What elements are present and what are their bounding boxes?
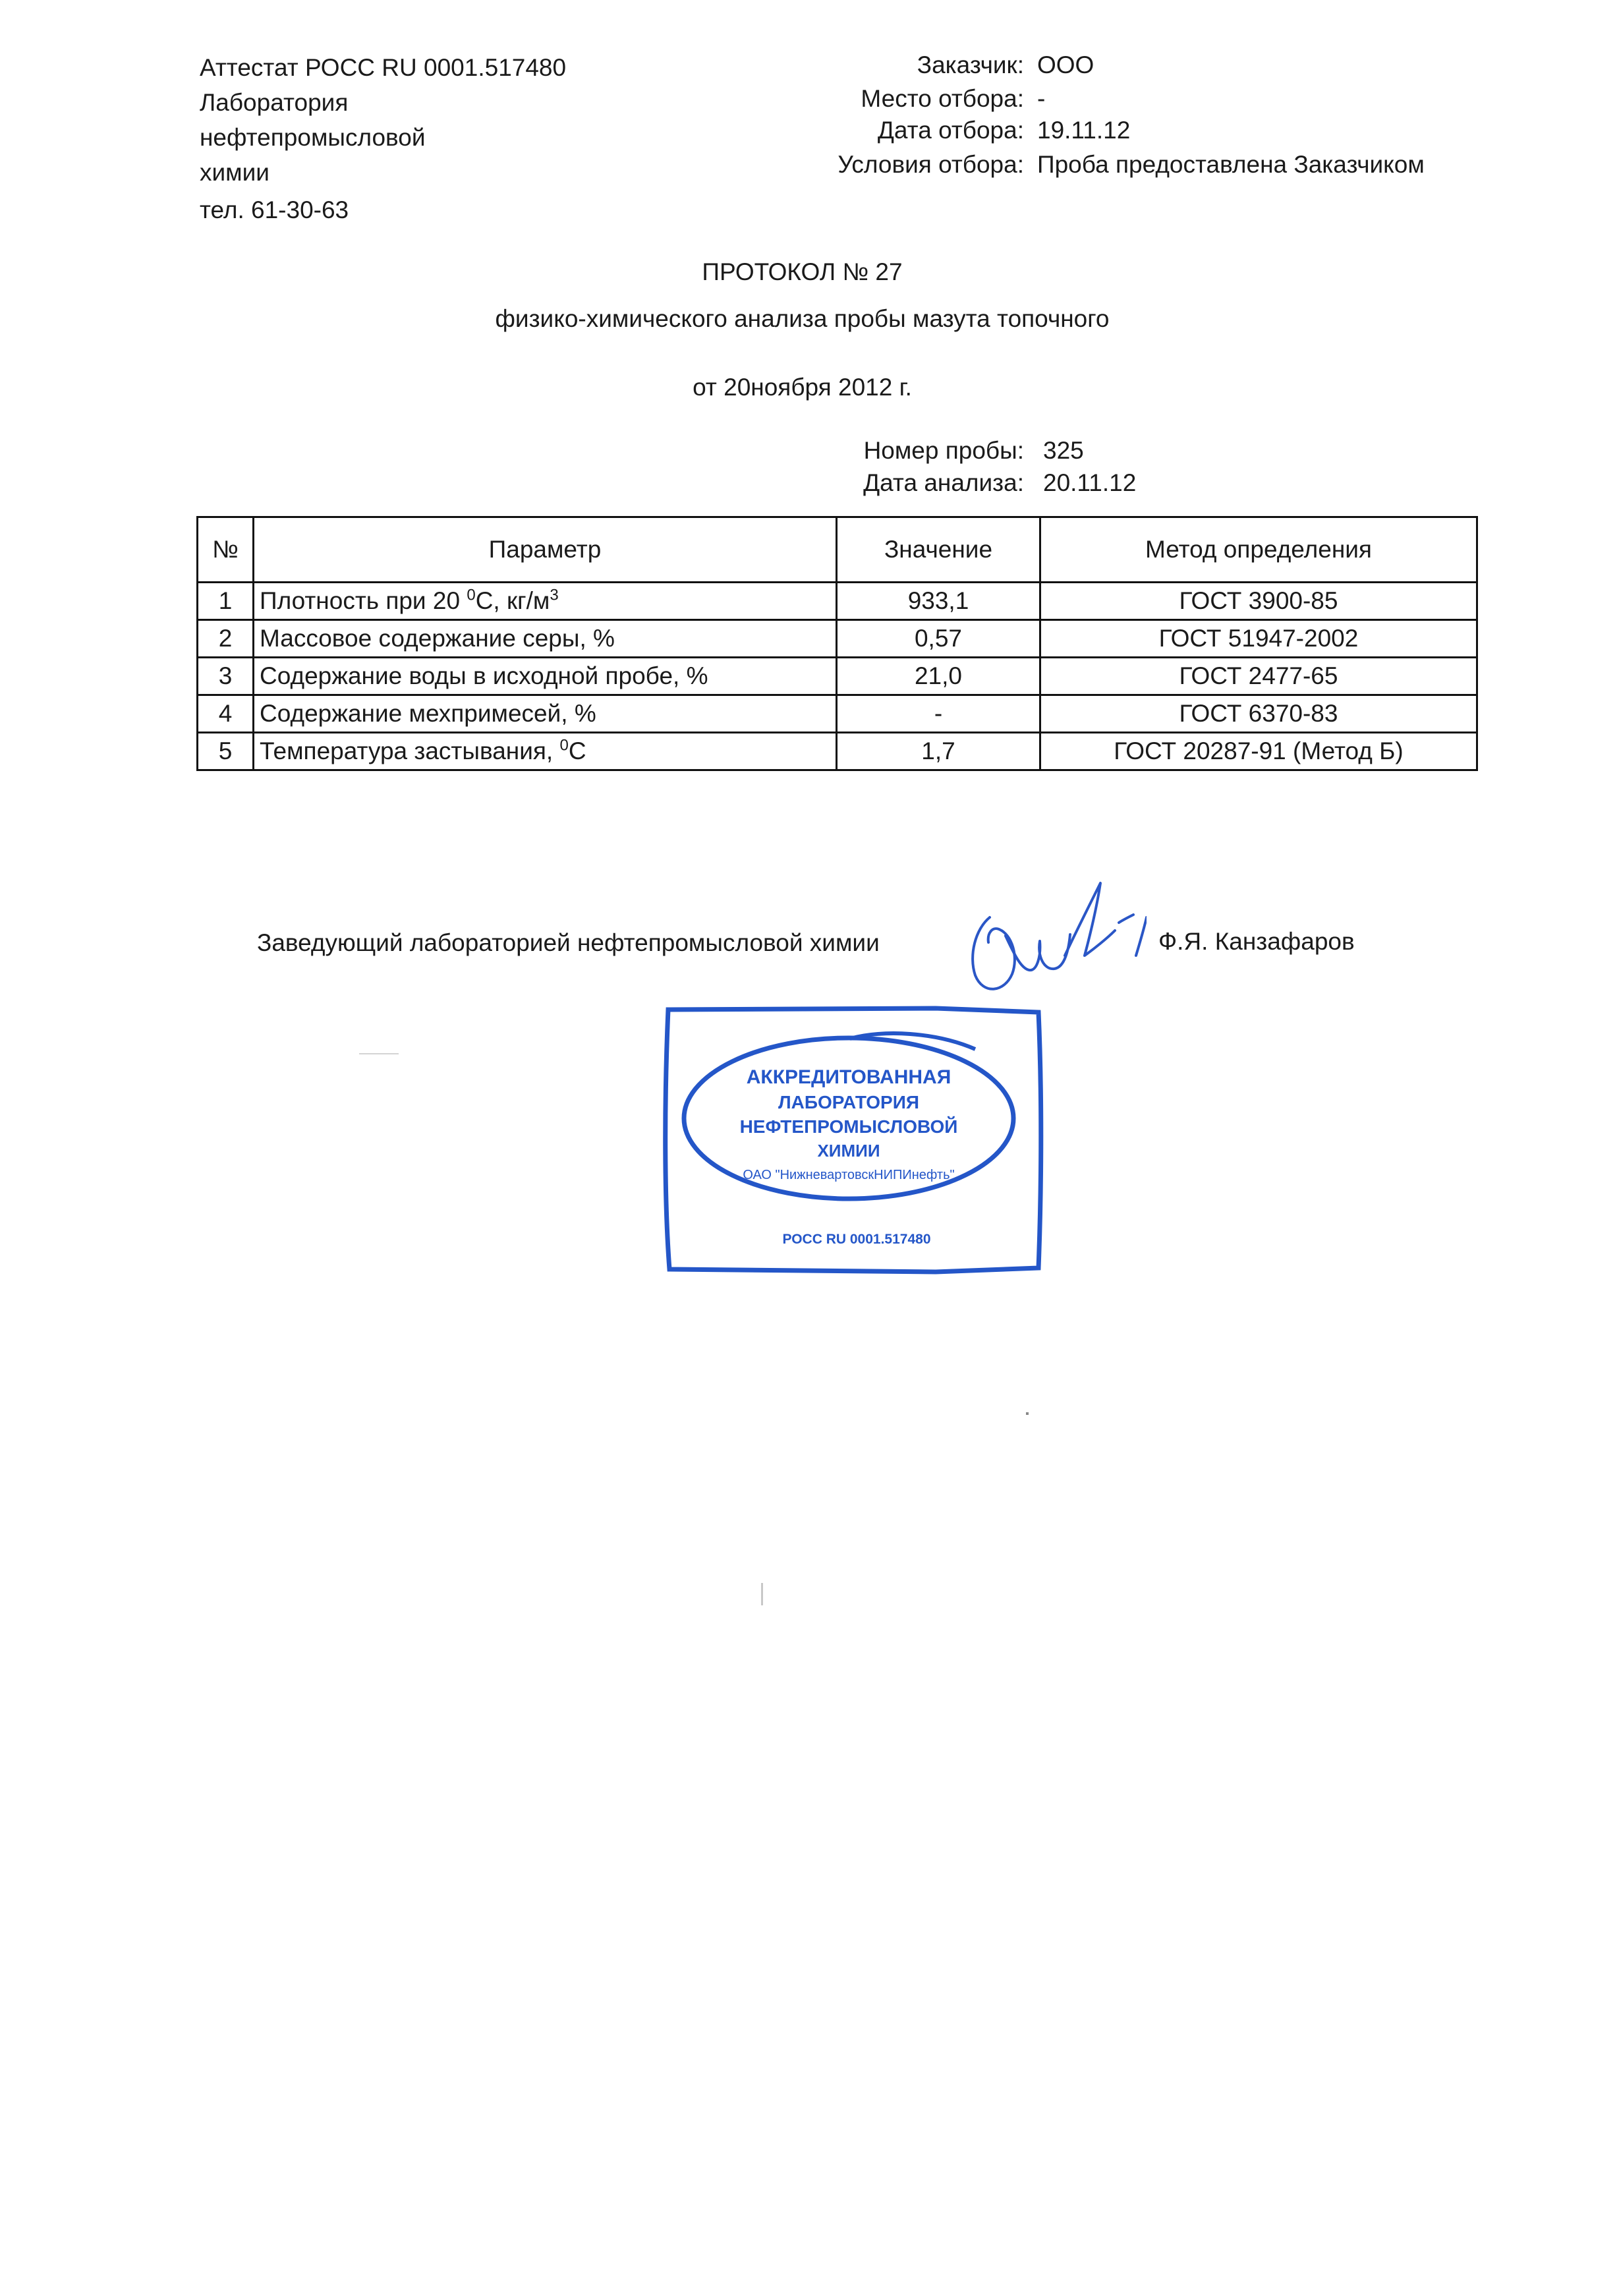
row-no: 3 — [198, 658, 254, 695]
conditions-label: Условия отбора: — [838, 151, 1024, 178]
row-param: Температура застывания, $^0$С — [254, 733, 837, 770]
stamp-line3: НЕФТЕПРОМЫСЛОВОЙ — [739, 1116, 958, 1137]
customer-label: Заказчик: — [917, 51, 1024, 78]
laboratory-stamp — [659, 1003, 1048, 1277]
row-value: 933,1 — [837, 583, 1040, 620]
protocol-date: от 20ноября 2012 г. — [693, 374, 912, 401]
header-value: Значение — [837, 517, 1040, 583]
handwritten-signature — [949, 857, 1147, 1028]
analysis-date-label: Дата анализа: — [863, 469, 1024, 496]
row-value: 21,0 — [837, 658, 1040, 695]
place-value: - — [1037, 85, 1046, 112]
row-method: ГОСТ 6370-83 — [1040, 695, 1477, 733]
lab-name-line1: Лаборатория — [200, 89, 349, 116]
signatory-position: Заведующий лабораторией нефтепромысловой химии — [257, 929, 880, 956]
table-row — [198, 695, 1477, 733]
stamp-org: ОАО "НижневартовскНИПИнефть" — [743, 1168, 955, 1182]
row-no: 1 — [198, 583, 254, 620]
row-value: - — [837, 695, 1040, 733]
sample-number-value: 325 — [1043, 437, 1084, 464]
stamp-cert: РОСС RU 0001.517480 — [782, 1232, 931, 1247]
scan-speck — [1026, 1412, 1029, 1415]
signatory-name: Ф.Я. Канзафаров — [1158, 928, 1355, 955]
place-label: Место отбора: — [861, 85, 1024, 112]
stamp-line2: ЛАБОРАТОРИЯ — [778, 1092, 919, 1112]
customer-value: ООО — [1037, 51, 1094, 78]
header-param: Параметр — [254, 517, 837, 583]
sampling-date-label: Дата отбора: — [877, 117, 1024, 144]
table-row — [198, 733, 1477, 770]
scan-speck — [359, 1053, 399, 1054]
row-param: Плотность при 20 $^0$С, $кг/м^3$ — [254, 583, 837, 620]
row-no: 2 — [198, 620, 254, 658]
header-no: № — [198, 517, 254, 583]
protocol-subject: физико-химического анализа пробы мазута топочного — [495, 305, 1110, 332]
row-param: Массовое содержание серы, % — [254, 620, 837, 658]
header-method: Метод определения — [1040, 517, 1477, 583]
lab-name-line3: химии — [200, 159, 270, 186]
certificate-line: Аттестат РОСС RU 0001.517480 — [200, 54, 567, 81]
table-header-row — [198, 517, 1477, 583]
row-value: 0,57 — [837, 620, 1040, 658]
sample-number-label: Номер пробы: — [863, 437, 1024, 464]
row-method: ГОСТ 20287-91 (Метод Б) — [1040, 733, 1477, 770]
results-table — [196, 516, 1478, 771]
conditions-value: Проба предоставлена Заказчиком — [1037, 151, 1425, 178]
row-no: 4 — [198, 695, 254, 733]
stamp-line4: ХИМИИ — [817, 1141, 880, 1161]
protocol-title: ПРОТОКОЛ № 27 — [702, 258, 903, 285]
row-method: ГОСТ 3900-85 — [1040, 583, 1477, 620]
row-method: ГОСТ 2477-65 — [1040, 658, 1477, 695]
scan-speck — [761, 1583, 763, 1605]
table-row — [198, 658, 1477, 695]
row-no: 5 — [198, 733, 254, 770]
lab-phone: тел. 61-30-63 — [200, 196, 349, 223]
analysis-date-value: 20.11.12 — [1043, 469, 1137, 496]
row-value: 1,7 — [837, 733, 1040, 770]
table-row — [198, 583, 1477, 620]
stamp-line1: АККРЕДИТОВАННАЯ — [746, 1066, 952, 1088]
row-param: Содержание воды в исходной пробе, % — [254, 658, 837, 695]
lab-name-line2: нефтепромысловой — [200, 124, 426, 151]
row-method: ГОСТ 51947-2002 — [1040, 620, 1477, 658]
sampling-date-value: 19.11.12 — [1037, 117, 1131, 144]
row-param: Содержание мехпримесей, % — [254, 695, 837, 733]
table-row — [198, 620, 1477, 658]
